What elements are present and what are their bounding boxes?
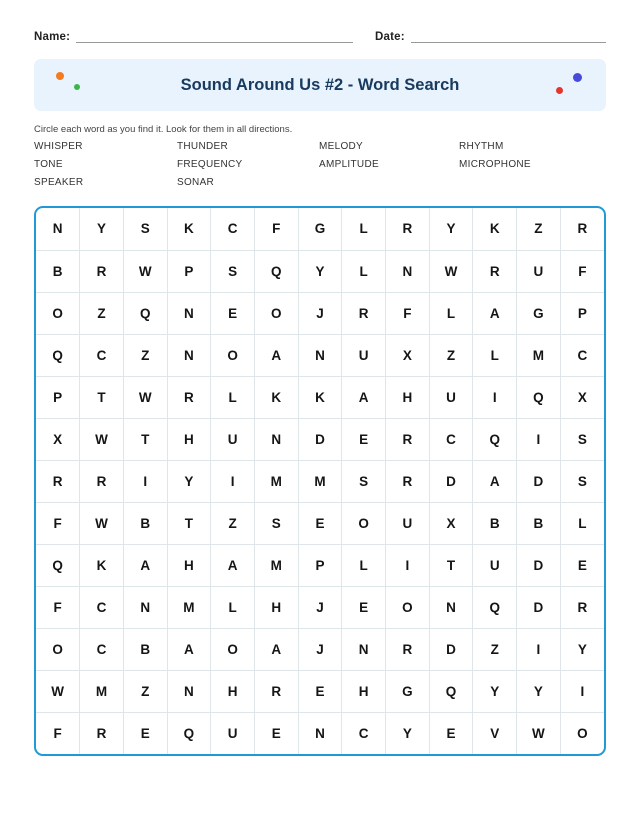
- grid-cell[interactable]: U: [211, 418, 255, 460]
- grid-cell[interactable]: S: [254, 502, 298, 544]
- name-input-line[interactable]: [76, 30, 353, 43]
- grid-cell[interactable]: Y: [429, 208, 473, 250]
- grid-cell[interactable]: E: [254, 712, 298, 754]
- word-list-item: MICROPHONE: [459, 159, 531, 170]
- grid-cell[interactable]: I: [473, 376, 517, 418]
- grid-cell[interactable]: R: [36, 460, 80, 502]
- grid-cell[interactable]: X: [429, 502, 473, 544]
- grid-cell[interactable]: Q: [254, 250, 298, 292]
- red-dot-icon: [556, 87, 563, 94]
- grid-cell[interactable]: C: [342, 712, 386, 754]
- grid-cell[interactable]: K: [473, 208, 517, 250]
- grid-cell[interactable]: Z: [123, 334, 167, 376]
- grid-cell[interactable]: W: [36, 670, 80, 712]
- grid-cell[interactable]: B: [517, 502, 561, 544]
- grid-cell[interactable]: P: [36, 376, 80, 418]
- grid-cell[interactable]: V: [473, 712, 517, 754]
- grid-cell[interactable]: Z: [123, 670, 167, 712]
- grid-cell[interactable]: C: [80, 334, 124, 376]
- grid-cell[interactable]: R: [386, 460, 430, 502]
- name-field-group: [34, 30, 353, 43]
- grid-cell[interactable]: Y: [80, 208, 124, 250]
- grid-cell[interactable]: L: [560, 502, 604, 544]
- grid-cell[interactable]: S: [211, 250, 255, 292]
- grid-cell[interactable]: I: [386, 544, 430, 586]
- grid-cell[interactable]: S: [560, 460, 604, 502]
- grid-cell[interactable]: R: [386, 208, 430, 250]
- grid-cell[interactable]: L: [211, 376, 255, 418]
- grid-cell[interactable]: Z: [517, 208, 561, 250]
- grid-cell[interactable]: O: [386, 586, 430, 628]
- grid-cell[interactable]: A: [211, 544, 255, 586]
- grid-cell[interactable]: I: [211, 460, 255, 502]
- grid-cell[interactable]: Q: [473, 586, 517, 628]
- grid-cell[interactable]: M: [298, 460, 342, 502]
- date-input-line[interactable]: [411, 30, 606, 43]
- grid-cell[interactable]: D: [517, 460, 561, 502]
- grid-cell[interactable]: F: [254, 208, 298, 250]
- blue-dot-icon: [573, 73, 582, 82]
- grid-cell[interactable]: F: [36, 712, 80, 754]
- grid-cell[interactable]: L: [211, 586, 255, 628]
- grid-cell[interactable]: R: [386, 418, 430, 460]
- grid-cell[interactable]: C: [429, 418, 473, 460]
- grid-row: [36, 502, 604, 544]
- grid-cell[interactable]: X: [560, 376, 604, 418]
- grid-cell[interactable]: Q: [36, 334, 80, 376]
- instructions-text: Circle each word as you find it. Look for them in all directions.: [34, 124, 293, 135]
- grid-cell[interactable]: J: [298, 292, 342, 334]
- grid-cell[interactable]: C: [211, 208, 255, 250]
- grid-cell[interactable]: R: [80, 460, 124, 502]
- grid-cell[interactable]: K: [254, 376, 298, 418]
- grid-cell[interactable]: C: [80, 628, 124, 670]
- grid-cell[interactable]: Z: [429, 334, 473, 376]
- grid-cell[interactable]: M: [80, 670, 124, 712]
- grid-cell[interactable]: A: [123, 544, 167, 586]
- grid-cell[interactable]: A: [473, 460, 517, 502]
- grid-cell[interactable]: L: [342, 250, 386, 292]
- grid-cell[interactable]: N: [167, 334, 211, 376]
- word-list: [34, 141, 606, 188]
- grid-cell[interactable]: O: [36, 628, 80, 670]
- grid-cell[interactable]: E: [429, 712, 473, 754]
- grid-cell[interactable]: X: [36, 418, 80, 460]
- grid-cell[interactable]: F: [36, 502, 80, 544]
- grid-cell[interactable]: N: [386, 250, 430, 292]
- grid-cell[interactable]: W: [517, 712, 561, 754]
- grid-cell[interactable]: D: [517, 544, 561, 586]
- grid-cell[interactable]: I: [123, 460, 167, 502]
- grid-cell[interactable]: L: [429, 292, 473, 334]
- grid-cell[interactable]: M: [254, 544, 298, 586]
- grid-cell[interactable]: R: [473, 250, 517, 292]
- grid-cell[interactable]: R: [80, 250, 124, 292]
- grid-cell[interactable]: S: [560, 418, 604, 460]
- grid-cell[interactable]: Q: [473, 418, 517, 460]
- grid-cell[interactable]: Y: [560, 628, 604, 670]
- grid-row: [36, 418, 604, 460]
- grid-cell[interactable]: S: [342, 460, 386, 502]
- grid-cell[interactable]: M: [254, 460, 298, 502]
- grid-row: [36, 544, 604, 586]
- grid-cell[interactable]: E: [298, 670, 342, 712]
- grid-cell[interactable]: A: [254, 628, 298, 670]
- grid-cell[interactable]: U: [429, 376, 473, 418]
- grid-cell[interactable]: E: [342, 586, 386, 628]
- grid-cell[interactable]: O: [342, 502, 386, 544]
- grid-row: [36, 376, 604, 418]
- grid-row: [36, 250, 604, 292]
- grid-cell[interactable]: C: [560, 334, 604, 376]
- grid-cell[interactable]: L: [342, 208, 386, 250]
- grid-cell[interactable]: T: [167, 502, 211, 544]
- grid-row: [36, 208, 604, 250]
- grid-cell[interactable]: R: [167, 376, 211, 418]
- grid-cell[interactable]: N: [254, 418, 298, 460]
- grid-cell[interactable]: P: [298, 544, 342, 586]
- grid-cell[interactable]: Y: [167, 460, 211, 502]
- grid-cell[interactable]: I: [560, 670, 604, 712]
- grid-cell[interactable]: R: [254, 670, 298, 712]
- name-label: Name:: [34, 31, 71, 43]
- grid-cell[interactable]: P: [167, 250, 211, 292]
- date-label: Date:: [375, 31, 405, 43]
- grid-cell[interactable]: Y: [298, 250, 342, 292]
- word-list-item: WHISPER: [34, 141, 83, 152]
- grid-cell[interactable]: F: [386, 292, 430, 334]
- grid-row: [36, 712, 604, 754]
- grid-cell[interactable]: C: [80, 586, 124, 628]
- grid-cell[interactable]: Z: [80, 292, 124, 334]
- grid-cell[interactable]: N: [167, 292, 211, 334]
- word-list-item: MELODY: [319, 141, 364, 152]
- grid-cell[interactable]: O: [36, 292, 80, 334]
- grid-cell[interactable]: Y: [473, 670, 517, 712]
- word-list-item: FREQUENCY: [177, 159, 243, 170]
- student-info-row: [34, 0, 606, 43]
- grid-cell[interactable]: U: [342, 334, 386, 376]
- grid-row: [36, 670, 604, 712]
- grid-cell[interactable]: Q: [429, 670, 473, 712]
- grid-cell[interactable]: Q: [36, 544, 80, 586]
- grid-cell[interactable]: R: [560, 208, 604, 250]
- grid-cell[interactable]: T: [429, 544, 473, 586]
- grid-cell[interactable]: B: [36, 250, 80, 292]
- grid-cell[interactable]: Q: [167, 712, 211, 754]
- grid-cell[interactable]: W: [123, 376, 167, 418]
- word-list-item: SPEAKER: [34, 177, 84, 188]
- date-field-group: [375, 30, 606, 43]
- grid-row: [36, 586, 604, 628]
- grid-cell[interactable]: D: [429, 628, 473, 670]
- grid-cell[interactable]: N: [342, 628, 386, 670]
- grid-cell[interactable]: D: [429, 460, 473, 502]
- word-list-item: SONAR: [177, 177, 215, 188]
- page-title: Sound Around Us #2 - Word Search: [180, 75, 460, 94]
- grid-cell[interactable]: H: [211, 670, 255, 712]
- grid-cell[interactable]: Y: [386, 712, 430, 754]
- grid-cell[interactable]: O: [254, 292, 298, 334]
- grid-cell[interactable]: W: [429, 250, 473, 292]
- title-banner: [34, 59, 606, 111]
- grid-cell[interactable]: T: [123, 418, 167, 460]
- grid-cell[interactable]: R: [80, 712, 124, 754]
- grid-cell[interactable]: U: [386, 502, 430, 544]
- grid-cell[interactable]: E: [560, 544, 604, 586]
- grid-cell[interactable]: U: [517, 250, 561, 292]
- grid-cell[interactable]: P: [560, 292, 604, 334]
- grid-cell[interactable]: G: [517, 292, 561, 334]
- grid-cell[interactable]: H: [386, 376, 430, 418]
- grid-row: [36, 628, 604, 670]
- grid-cell[interactable]: N: [298, 712, 342, 754]
- grid-cell[interactable]: W: [80, 502, 124, 544]
- grid-cell[interactable]: A: [254, 334, 298, 376]
- grid-cell[interactable]: M: [517, 334, 561, 376]
- word-search-grid[interactable]: [34, 206, 606, 756]
- grid-cell[interactable]: E: [211, 292, 255, 334]
- grid-cell[interactable]: H: [254, 586, 298, 628]
- grid-cell[interactable]: I: [517, 628, 561, 670]
- grid-cell[interactable]: D: [298, 418, 342, 460]
- grid-row: [36, 460, 604, 502]
- grid-cell[interactable]: E: [123, 712, 167, 754]
- grid-cell[interactable]: G: [298, 208, 342, 250]
- word-list-item: RHYTHM: [459, 141, 504, 152]
- grid-cell[interactable]: L: [473, 334, 517, 376]
- grid-cell[interactable]: X: [386, 334, 430, 376]
- grid-cell[interactable]: R: [560, 586, 604, 628]
- grid-cell[interactable]: Z: [211, 502, 255, 544]
- grid-cell[interactable]: N: [167, 670, 211, 712]
- grid-cell[interactable]: U: [211, 712, 255, 754]
- green-dot-icon: [74, 84, 80, 90]
- grid-cell[interactable]: O: [211, 334, 255, 376]
- grid-cell[interactable]: Z: [473, 628, 517, 670]
- grid-cell[interactable]: R: [342, 292, 386, 334]
- grid-cell[interactable]: F: [36, 586, 80, 628]
- grid-cell[interactable]: M: [167, 586, 211, 628]
- word-list-item: AMPLITUDE: [319, 159, 379, 170]
- grid-cell[interactable]: U: [473, 544, 517, 586]
- grid-cell[interactable]: N: [429, 586, 473, 628]
- grid-cell[interactable]: N: [298, 334, 342, 376]
- grid-cell[interactable]: E: [342, 418, 386, 460]
- grid-cell[interactable]: W: [123, 250, 167, 292]
- grid-cell[interactable]: L: [342, 544, 386, 586]
- grid-cell[interactable]: Q: [517, 376, 561, 418]
- grid-cell[interactable]: J: [298, 628, 342, 670]
- grid-cell[interactable]: G: [386, 670, 430, 712]
- grid-cell[interactable]: A: [167, 628, 211, 670]
- grid-cell[interactable]: B: [473, 502, 517, 544]
- grid-cell[interactable]: H: [167, 418, 211, 460]
- grid-cell[interactable]: S: [123, 208, 167, 250]
- orange-dot-icon: [56, 72, 64, 80]
- grid-cell[interactable]: T: [80, 376, 124, 418]
- grid-cell[interactable]: O: [577, 725, 588, 741]
- grid-cell[interactable]: Q: [123, 292, 167, 334]
- grid-cell[interactable]: I: [517, 418, 561, 460]
- word-list-item: THUNDER: [177, 141, 228, 152]
- grid-cell[interactable]: O: [211, 628, 255, 670]
- grid-cell[interactable]: K: [167, 208, 211, 250]
- grid-cell[interactable]: R: [386, 628, 430, 670]
- grid-cell[interactable]: B: [123, 502, 167, 544]
- grid-cell[interactable]: A: [342, 376, 386, 418]
- grid-cell[interactable]: A: [473, 292, 517, 334]
- grid-cell[interactable]: H: [167, 544, 211, 586]
- grid-cell[interactable]: N: [123, 586, 167, 628]
- grid-cell[interactable]: J: [298, 586, 342, 628]
- grid-cell[interactable]: D: [517, 586, 561, 628]
- grid-row: [36, 334, 604, 376]
- word-list-item: TONE: [34, 159, 63, 170]
- grid-cell[interactable]: N: [36, 208, 80, 250]
- grid-cell[interactable]: F: [560, 250, 604, 292]
- grid-cell[interactable]: W: [80, 418, 124, 460]
- grid-row: [36, 292, 604, 334]
- grid-cell[interactable]: E: [298, 502, 342, 544]
- grid-cell[interactable]: B: [123, 628, 167, 670]
- grid-cell[interactable]: K: [298, 376, 342, 418]
- grid-cell[interactable]: K: [80, 544, 124, 586]
- grid-cell[interactable]: Y: [517, 670, 561, 712]
- grid-cell[interactable]: H: [342, 670, 386, 712]
